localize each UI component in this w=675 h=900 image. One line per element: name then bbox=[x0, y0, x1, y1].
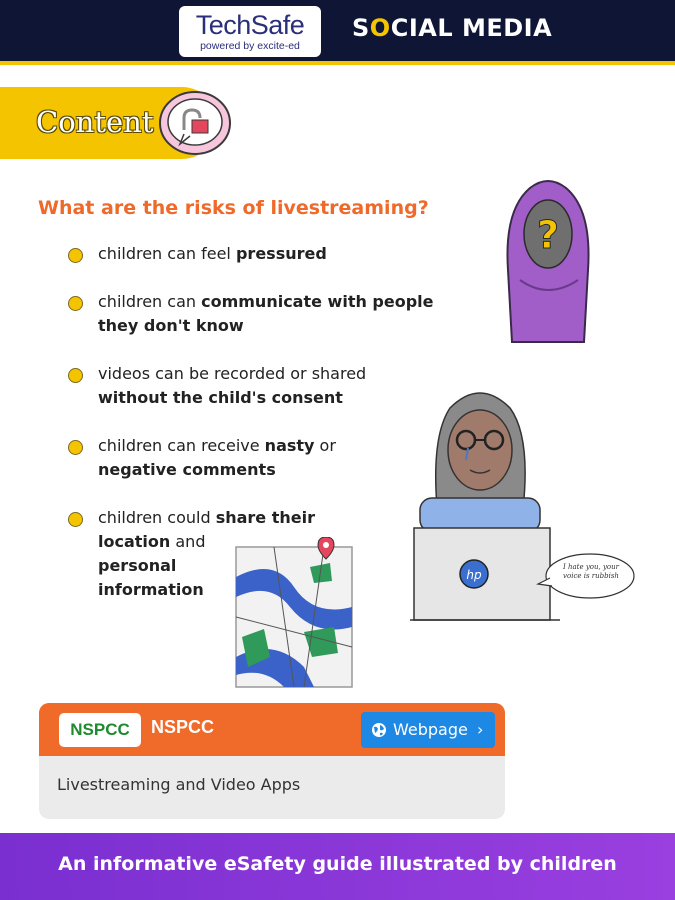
risk-5-bold-4: information bbox=[98, 580, 204, 599]
risk-2-bold: communicate with people bbox=[201, 292, 434, 311]
risk-4-bold-line2: negative comments bbox=[98, 460, 276, 479]
footer-tagline: An informative eSafety guide illustrated by children bbox=[58, 853, 617, 875]
title-o: O bbox=[369, 14, 391, 42]
bullet-icon bbox=[68, 296, 83, 311]
risk-5-text-2: and bbox=[170, 532, 206, 551]
content-lock-icon bbox=[156, 88, 234, 158]
nspcc-resource-card bbox=[39, 703, 505, 819]
bullet-icon bbox=[68, 248, 83, 263]
title-suffix: CIAL MEDIA bbox=[390, 14, 553, 42]
resource-card-header bbox=[39, 703, 505, 756]
title-prefix: S bbox=[352, 14, 370, 42]
risk-item-2 bbox=[68, 290, 508, 338]
webpage-button-label: Webpage bbox=[393, 720, 468, 739]
risk-5-text: children could bbox=[98, 508, 216, 527]
hooded-figure-illustration bbox=[500, 170, 595, 348]
globe-icon bbox=[371, 722, 387, 738]
risk-item-1 bbox=[68, 242, 388, 266]
svg-text:?: ? bbox=[536, 213, 560, 257]
app-header bbox=[0, 0, 675, 65]
techsafe-logo[interactable] bbox=[179, 6, 321, 57]
risk-5-bold-2: location bbox=[98, 532, 171, 551]
resource-source-name: NSPCC bbox=[151, 717, 215, 737]
bullet-icon bbox=[68, 440, 83, 455]
logo-sub-text: powered by excite-ed bbox=[200, 40, 300, 52]
resource-description: Livestreaming and Video Apps bbox=[57, 775, 301, 794]
chevron-right-icon: › bbox=[477, 720, 484, 739]
speech-bubble-text: I hate you, your voice is rubbish bbox=[562, 563, 619, 580]
bullet-icon bbox=[68, 512, 83, 527]
nspcc-logo-badge: NSPCC bbox=[59, 713, 141, 747]
risk-1-text: children can feel bbox=[98, 244, 236, 263]
app-footer bbox=[0, 833, 675, 900]
risk-5-bold-3: personal bbox=[98, 556, 177, 575]
svg-text:hp: hp bbox=[466, 568, 482, 582]
map-illustration bbox=[234, 537, 356, 689]
risk-item-3 bbox=[68, 362, 428, 410]
risk-2-bold-line2: they don't know bbox=[98, 316, 244, 335]
risk-4-text: children can receive bbox=[98, 436, 265, 455]
risk-item-4 bbox=[68, 434, 408, 482]
risks-question: What are the risks of livestreaming? bbox=[38, 197, 429, 219]
risk-2-text: children can bbox=[98, 292, 202, 311]
risk-1-bold: pressured bbox=[235, 244, 327, 263]
logo-main-text: TechSafe bbox=[195, 10, 305, 40]
girl-laptop-illustration bbox=[410, 378, 640, 626]
bullet-icon bbox=[68, 368, 83, 383]
content-banner-label: Content bbox=[36, 105, 154, 139]
risk-5-bold: share their bbox=[215, 508, 315, 527]
webpage-button[interactable] bbox=[361, 712, 495, 748]
risk-3-bold: without the child's consent bbox=[98, 388, 343, 407]
section-title bbox=[352, 14, 552, 42]
risk-4-text-2: or bbox=[314, 436, 336, 455]
risk-4-bold: nasty bbox=[264, 436, 315, 455]
risk-3-text: videos can be recorded or shared bbox=[98, 364, 367, 383]
